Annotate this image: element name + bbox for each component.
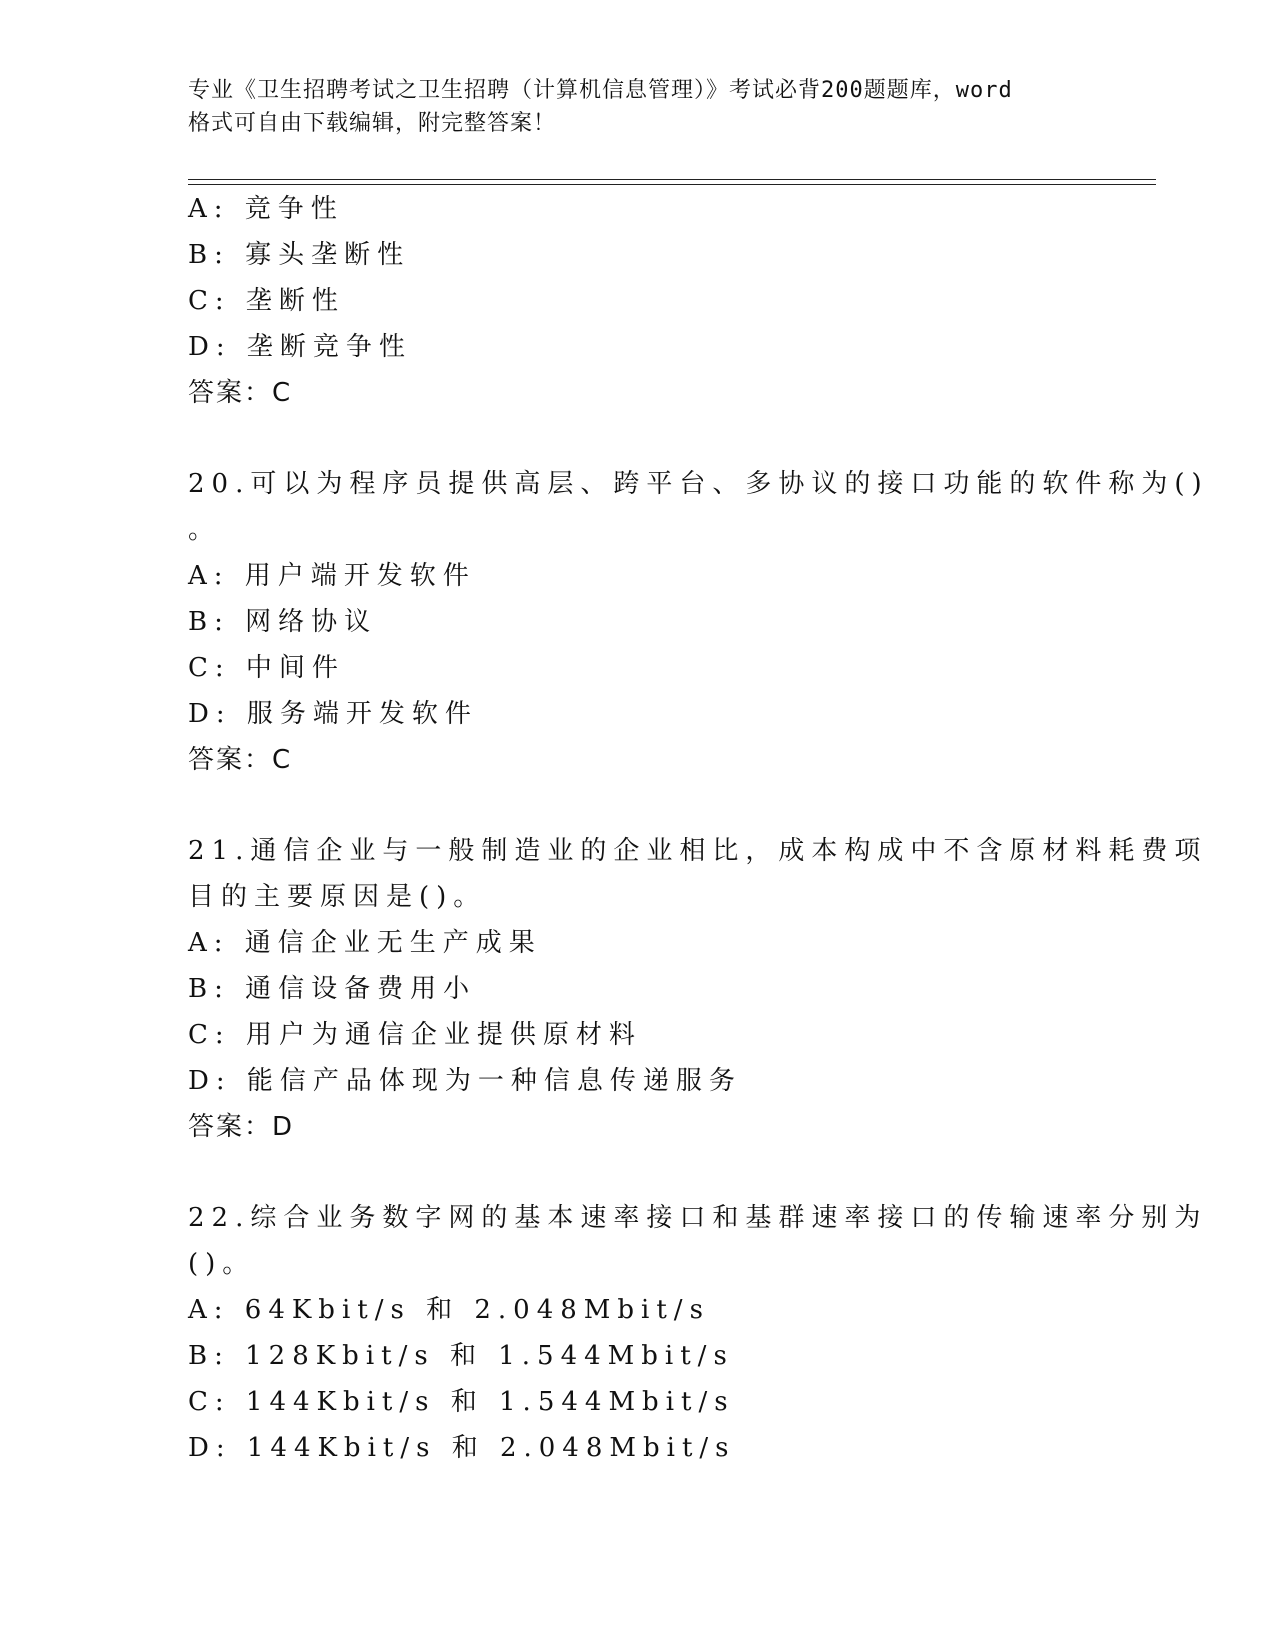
option-c: C: 用户为通信企业提供原材料 bbox=[188, 1020, 642, 1050]
header-line-2: 格式可自由下载编辑，附完整答案！ bbox=[188, 111, 557, 136]
option-d: D: 垄断竞争性 bbox=[188, 332, 412, 362]
question-list bbox=[188, 186, 1209, 1471]
question-22 bbox=[188, 1195, 1208, 1471]
header-divider-bottom bbox=[188, 184, 1156, 185]
question-21 bbox=[188, 828, 1208, 1150]
option-d: D: 能信产品体现为一种信息传递服务 bbox=[188, 1066, 742, 1096]
question-19 bbox=[188, 186, 1088, 416]
question-stem-line-1: 21.通信企业与一般制造业的企业相比，成本构成中不含原材料耗费项 bbox=[188, 836, 1208, 866]
spacer bbox=[188, 1150, 1088, 1195]
option-b: B: 通信设备费用小 bbox=[188, 974, 477, 1004]
answer-line: 答案：C bbox=[188, 745, 293, 775]
question-stem-line-1: 22.综合业务数字网的基本速率接口和基群速率接口的传输速率分别为 bbox=[188, 1203, 1208, 1233]
option-d: D: 144Kbit/s 和 2.048Mbit/s bbox=[188, 1433, 736, 1463]
option-d: D: 服务端开发软件 bbox=[188, 699, 478, 729]
option-b: B: 128Kbit/s 和 1.544Mbit/s bbox=[188, 1341, 734, 1371]
question-stem-line-2: ()。 bbox=[188, 1249, 256, 1279]
option-a: A: 用户端开发软件 bbox=[188, 561, 476, 591]
spacer bbox=[188, 416, 1088, 461]
header-divider-top bbox=[188, 179, 1156, 180]
header-line-1: 专业《卫生招聘考试之卫生招聘（计算机信息管理）》考试必背200题题库，word bbox=[188, 78, 1013, 103]
option-a: A: 64Kbit/s 和 2.048Mbit/s bbox=[188, 1295, 710, 1325]
spacer bbox=[188, 783, 1088, 828]
question-stem-line-2: 目的主要原因是()。 bbox=[188, 882, 487, 912]
option-b: B: 网络协议 bbox=[188, 607, 378, 637]
option-c: C: 垄断性 bbox=[188, 286, 345, 316]
option-b: B: 寡头垄断性 bbox=[188, 240, 411, 270]
answer-line: 答案：C bbox=[188, 378, 293, 408]
answer-line: 答案：D bbox=[188, 1112, 295, 1142]
question-20 bbox=[188, 461, 1209, 783]
option-a: A: 通信企业无生产成果 bbox=[188, 928, 542, 958]
option-a: A: 竞争性 bbox=[188, 194, 344, 224]
option-c: C: 中间件 bbox=[188, 653, 345, 683]
option-c: C: 144Kbit/s 和 1.544Mbit/s bbox=[188, 1387, 735, 1417]
question-stem-line-1: 20.可以为程序员提供高层、跨平台、多协议的接口功能的软件称为() bbox=[188, 469, 1209, 499]
document-header bbox=[188, 74, 1088, 140]
question-stem-line-2: 。 bbox=[188, 515, 222, 545]
